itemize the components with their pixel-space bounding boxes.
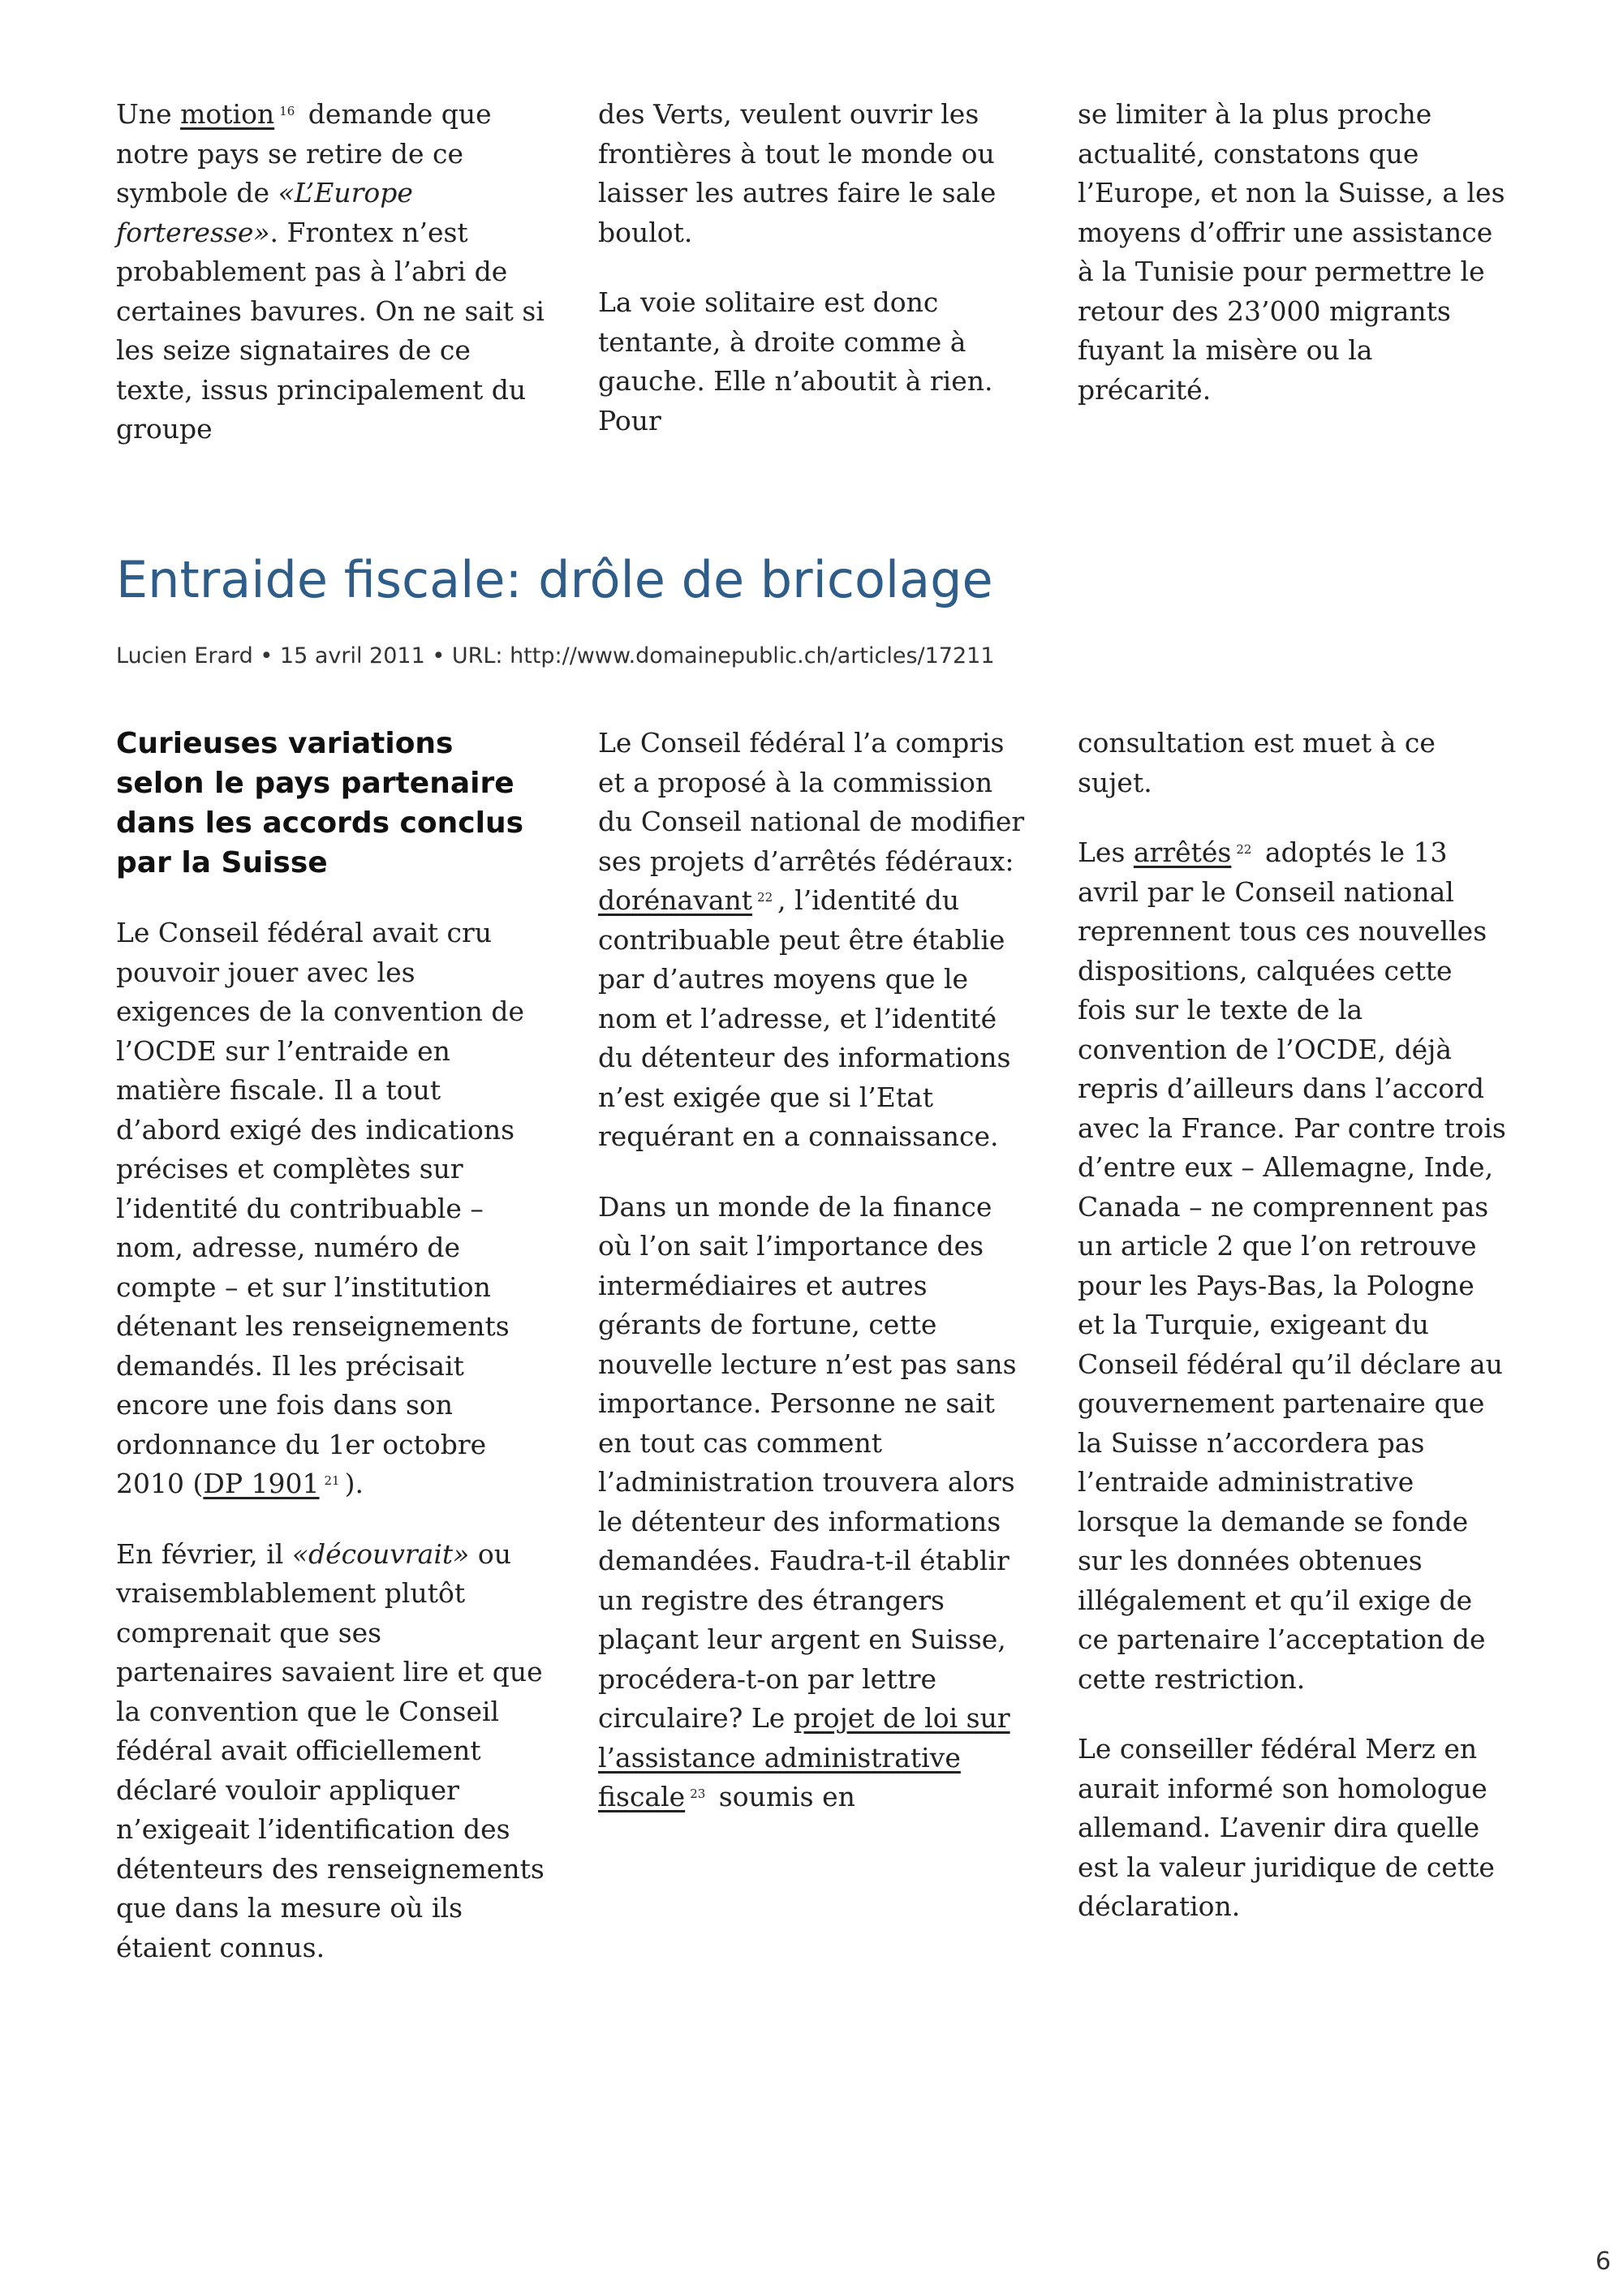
dp-1901-link[interactable]: DP 1901: [203, 1468, 320, 1499]
motion-link[interactable]: motion: [180, 98, 275, 130]
article-paragraph: consultation est muet à ce sujet.: [1078, 727, 1436, 798]
arretes-link[interactable]: arrêtés: [1133, 836, 1232, 868]
page-number: 6: [1595, 2247, 1612, 2276]
article-paragraph: Le conseiller fédéral Merz en aurait informé son homologue allemand. L’avenir dira quelle est la valeur juridique de cette déclaration.: [1078, 1733, 1495, 1922]
article-paragraph: Les arrêtés $^{22}$ adoptés le 13 avril par le Conseil national reprennent tous ces nouvelles dispositions, calquées cette fois sur le texte de la convention de l’OCDE, déjà repris d’ailleurs dans l’accord avec la France. Par contre trois d’entre eux – Allemagne, Inde, Canada – ne comprennent pas un article 2 que l’on retrouve pour les Pays-Bas, la Pologne et la Turquie, exigeant du Conseil fédéral qu’il déclare au gouvernement partenaire que la Suisse n’accordera pas l’entraide administrative lorsque la demande se fonde sur les données obtenues illégalement et qu’il exige de ce partenaire l’acceptation de cette restriction.: [1078, 836, 1506, 1695]
footnote-ref: 16: [279, 104, 295, 118]
dorenavant-link[interactable]: dorénavant: [598, 884, 753, 916]
prev-article-column-1: [116, 95, 546, 449]
footnote-ref: 22: [1236, 842, 1252, 857]
article-column-2: [598, 724, 1028, 1817]
prev-paragraph: des Verts, veulent ouvrir les frontières à tout le monde ou laisser les autres faire le sale boulot.: [598, 98, 997, 248]
article-column-1: [116, 724, 546, 1967]
article-title: Entraide fiscale: drôle de bricolage: [116, 550, 993, 609]
article-paragraph: Le Conseil fédéral avait cru pouvoir jouer avec les exigences de la convention de l’OCDE sur l’entraide en matière fiscale. Il a tout d’abord exigé des indications précises et complètes sur l’identité du contribuable – nom, adresse, numéro de compte – et sur l’institution détenant les renseignements demandés. Il les précisait encore une fois dans son ordonnance du 1er octobre 2010 (DP 1901 $^{21}$ ).: [116, 917, 525, 1499]
article-subhead: Curieuses variations selon le pays partenaire dans les accords conclus par la Suisse: [116, 727, 523, 879]
prev-article-column-2: [598, 95, 1028, 441]
article-paragraph: Dans un monde de la finance où l’on sait l’importance des intermédiaires et autres gérants de fortune, cette nouvelle lecture n’est pas sans importance. Personne ne sait en tout cas comment l’administration trouvera alors le détenteur des informations demandées. Faudra-t-il établir un registre des étrangers plaçant leur argent en Suisse, procédera-t-on par lettre circulaire? Le projet de loi sur l’assistance administrative fiscale $^{23}$ soumis en: [598, 1190, 1017, 1812]
footnote-ref: 22: [757, 890, 773, 905]
prev-article-column-3: [1078, 95, 1508, 410]
prev-paragraph: Une motion $^{16}$ demande que notre pays se retire de ce symbole de «L’Europe forteresse». Frontex n’est probablement pas à l’abri de certaines bavures. On ne sait si les seize signataires de ce texte, issus principalement du groupe: [116, 98, 545, 445]
footnote-ref: 21: [324, 1473, 340, 1488]
article-paragraph: En février, il «découvrait» ou vraisemblablement plutôt comprenait que ses partenaires savaient lire et que la convention que le Conseil fédéral avait officiellement déclaré vouloir appliquer n’exigeait l’identification des détenteurs des renseignements que dans la mesure où ils étaient connus.: [116, 1537, 545, 1963]
prev-paragraph: se limiter à la plus proche actualité, constatons que l’Europe, et non la Suisse, a les moyens d’offrir une assistance à la Tunisie pour permettre le retour des 23’000 migrants fuyant la misère ou la précarité.: [1078, 98, 1505, 406]
prev-paragraph: La voie solitaire est donc tentante, à droite comme à gauche. Elle n’aboutit à rien. Pour: [598, 286, 993, 436]
projet-de-loi-link[interactable]: projet de loi sur l’assistance administrative fiscale: [598, 1702, 1010, 1812]
article-column-3: [1078, 724, 1508, 1927]
article-byline: Lucien Erard • 15 avril 2011 • URL: http://www.domainepublic.ch/articles/17211: [116, 643, 995, 669]
footnote-ref: 23: [690, 1786, 706, 1801]
article-paragraph: Le Conseil fédéral l’a compris et a proposé à la commission du Conseil national de modifier ses projets d’arrêtés fédéraux: dorénavant $^{22}$ , l’identité du contribuable peut être établie par d’autres moyens que le nom et l’adresse, et l’identité du détenteur des informations n’est exigée que si l’Etat requérant en a connaissance.: [598, 727, 1025, 1152]
